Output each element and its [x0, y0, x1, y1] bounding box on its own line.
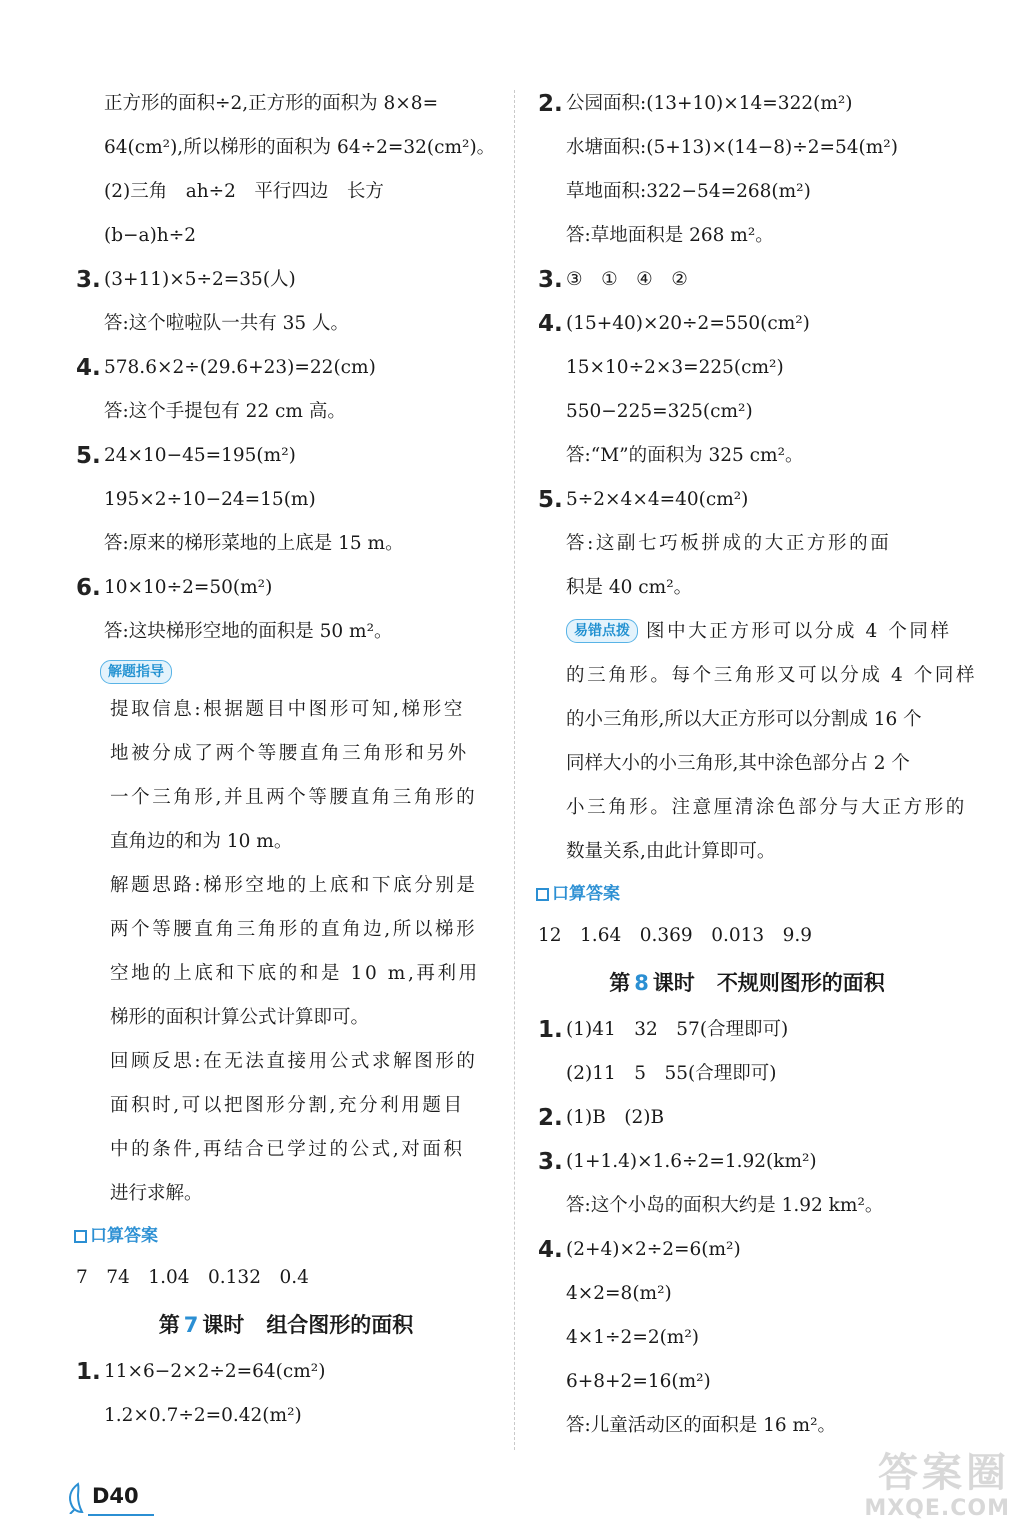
lesson8-question-4	[532, 1228, 962, 1272]
lesson-prefix: 第	[158, 1313, 180, 1337]
guide-line: 空地的上底和下底的和是 10 m,再利用	[110, 963, 480, 984]
oral-calc-title	[532, 874, 962, 914]
guide-line: 梯形的面积计算公式计算即可。	[110, 1007, 370, 1028]
page-footer	[66, 1480, 206, 1520]
question-number: 6.	[76, 575, 101, 601]
tip-line: 的小三角形,所以大正方形可以分割成 16 个	[566, 709, 922, 730]
answer-line: 10×10÷2=50(m²)	[104, 577, 273, 598]
answer-line: 答:草地面积是 268 m²。	[566, 225, 774, 246]
answer-line: (1)41 32 57(合理即可)	[566, 1019, 789, 1040]
answer-line: (1)B (2)B	[566, 1107, 665, 1128]
answer-line: 积是 40 cm²。	[566, 577, 693, 598]
answer-line: 答:这副七巧板拼成的大正方形的面	[566, 533, 892, 554]
lesson-number: 8	[634, 971, 649, 995]
tip-line: 小三角形。注意厘清涂色部分与大正方形的	[566, 797, 967, 818]
question-2	[532, 82, 962, 126]
continued-line: 正方形的面积÷2,正方形的面积为 8×8=	[104, 93, 439, 114]
answer-line: (1+1.4)×1.6÷2=1.92(km²)	[566, 1151, 817, 1172]
lesson8-question-3	[532, 1140, 962, 1184]
question-number: 3.	[538, 1149, 563, 1175]
question-number: 2.	[538, 1105, 563, 1131]
error-tip-first-line	[532, 610, 962, 654]
tip-line: 图中大正方形可以分成 4 个同样	[646, 621, 952, 642]
answer-line: (2+4)×2÷2=6(m²)	[566, 1239, 741, 1260]
answer-line: 水塘面积:(5+13)×(14−8)÷2=54(m²)	[566, 137, 898, 158]
question-3	[70, 258, 502, 302]
question-number: 1.	[76, 1359, 101, 1385]
answer-line: 578.6×2÷(29.6+23)=22(cm)	[104, 357, 376, 378]
continued-line: (2)三角 ah÷2 平行四边 长方	[104, 181, 384, 202]
answer-line: 6+8+2=16(m²)	[566, 1371, 711, 1392]
lesson8-question-1	[532, 1008, 962, 1052]
question-number: 5.	[76, 443, 101, 469]
question-number: 4.	[538, 1237, 563, 1263]
lesson-name: 不规则图形的面积	[716, 971, 885, 995]
continued-line: 64(cm²),所以梯形的面积为 64÷2=32(cm²)。	[104, 137, 496, 158]
left-column	[70, 82, 502, 1438]
solution-guide-tag: 解题指导	[100, 660, 172, 684]
page-number-underline	[88, 1514, 154, 1516]
question-3	[532, 258, 962, 302]
question-number: 3.	[76, 267, 101, 293]
lesson7-question-1	[70, 1350, 502, 1394]
lesson-name: 组合图形的面积	[266, 1313, 414, 1337]
right-column	[532, 82, 978, 1448]
answer-line: 15×10÷2×3=225(cm²)	[566, 357, 784, 378]
oral-calc-title	[70, 1216, 502, 1256]
watermark-url: MXQE.COM	[864, 1496, 1010, 1521]
guide-line: 地被分成了两个等腰直角三角形和另外	[110, 743, 469, 764]
lesson-suffix: 课时	[202, 1313, 245, 1337]
answer-line: 答:这个啦啦队一共有 35 人。	[104, 313, 350, 334]
answer-line: 11×6−2×2÷2=64(cm²)	[104, 1361, 326, 1382]
oral-calc-answers: 12 1.64 0.369 0.013 9.9	[538, 925, 813, 946]
lesson-8-title	[532, 958, 962, 1008]
answer-line: (2)11 5 55(合理即可)	[566, 1063, 777, 1084]
watermark-text: 答案圈	[878, 1450, 1010, 1496]
error-tip-tag: 易错点拨	[566, 619, 638, 643]
tip-line: 的三角形。每个三角形又可以分成 4 个同样	[566, 665, 978, 686]
guide-line: 中的条件,再结合已学过的公式,对面积	[110, 1139, 465, 1160]
answer-line: 答:这个小岛的面积大约是 1.92 km²。	[566, 1195, 884, 1216]
question-4	[532, 302, 962, 346]
leaf-icon	[66, 1482, 90, 1514]
square-icon	[74, 1230, 87, 1243]
question-5	[532, 478, 962, 522]
question-5	[70, 434, 502, 478]
oral-calc-title-text: 口算答案	[552, 884, 620, 904]
question-number: 2.	[538, 91, 563, 117]
column-divider	[514, 90, 515, 1450]
oral-calc-title-text: 口算答案	[90, 1226, 158, 1246]
guide-line: 提取信息:根据题目中图形可知,梯形空	[110, 699, 465, 720]
answer-line: 5÷2×4×4=40(cm²)	[566, 489, 749, 510]
guide-line: 一个三角形,并且两个等腰直角三角形的	[110, 787, 478, 808]
answer-line: 24×10−45=195(m²)	[104, 445, 296, 466]
answer-line: 4×2=8(m²)	[566, 1283, 672, 1304]
answer-line: 答:儿童活动区的面积是 16 m²。	[566, 1415, 836, 1436]
question-number: 1.	[538, 1017, 563, 1043]
answer-line: ③ ① ④ ②	[566, 269, 688, 290]
lesson-number: 7	[183, 1313, 199, 1337]
lesson-prefix: 第	[609, 971, 631, 995]
answer-line: 答:“M”的面积为 325 cm²。	[566, 445, 804, 466]
guide-line: 解题思路:梯形空地的上底和下底分别是	[110, 875, 478, 896]
tip-line: 同样大小的小三角形,其中涂色部分占 2 个	[566, 753, 910, 774]
question-4	[70, 346, 502, 390]
question-number: 4.	[538, 311, 563, 337]
answer-line: 4×1÷2=2(m²)	[566, 1327, 699, 1348]
answer-line: 550−225=325(cm²)	[566, 401, 753, 422]
question-number: 5.	[538, 487, 563, 513]
answer-line: 答:这个手提包有 22 cm 高。	[104, 401, 346, 422]
answer-line: 195×2÷10−24=15(m)	[104, 489, 316, 510]
continued-line: (b−a)h÷2	[104, 225, 196, 246]
lesson8-question-2	[532, 1096, 962, 1140]
answer-line: 草地面积:322−54=268(m²)	[566, 181, 811, 202]
answer-line: 答:原来的梯形菜地的上底是 15 m。	[104, 533, 404, 554]
guide-line: 面积时,可以把图形分割,充分利用题目	[110, 1095, 465, 1116]
tip-line: 数量关系,由此计算即可。	[566, 841, 776, 862]
square-icon	[536, 888, 549, 901]
page-number: D40	[92, 1484, 139, 1508]
lesson-suffix: 课时	[652, 971, 695, 995]
answer-line: 答:这块梯形空地的面积是 50 m²。	[104, 621, 393, 642]
answer-line: (15+40)×20÷2=550(cm²)	[566, 313, 810, 334]
lesson-7-title	[70, 1300, 502, 1350]
guide-line: 回顾反思:在无法直接用公式求解图形的	[110, 1051, 478, 1072]
site-watermark	[810, 1450, 1010, 1530]
oral-calc-answers: 7 74 1.04 0.132 0.4	[76, 1267, 309, 1288]
answer-line: 公园面积:(13+10)×14=322(m²)	[566, 93, 853, 114]
answer-line: 1.2×0.7÷2=0.42(m²)	[104, 1405, 302, 1426]
answer-line: (3+11)×5÷2=35(人)	[104, 269, 296, 290]
guide-line: 直角边的和为 10 m。	[110, 831, 293, 852]
guide-line: 进行求解。	[110, 1183, 203, 1204]
question-number: 4.	[76, 355, 101, 381]
question-number: 3.	[538, 267, 563, 293]
guide-line: 两个等腰直角三角形的直角边,所以梯形	[110, 919, 478, 940]
question-6	[70, 566, 502, 610]
